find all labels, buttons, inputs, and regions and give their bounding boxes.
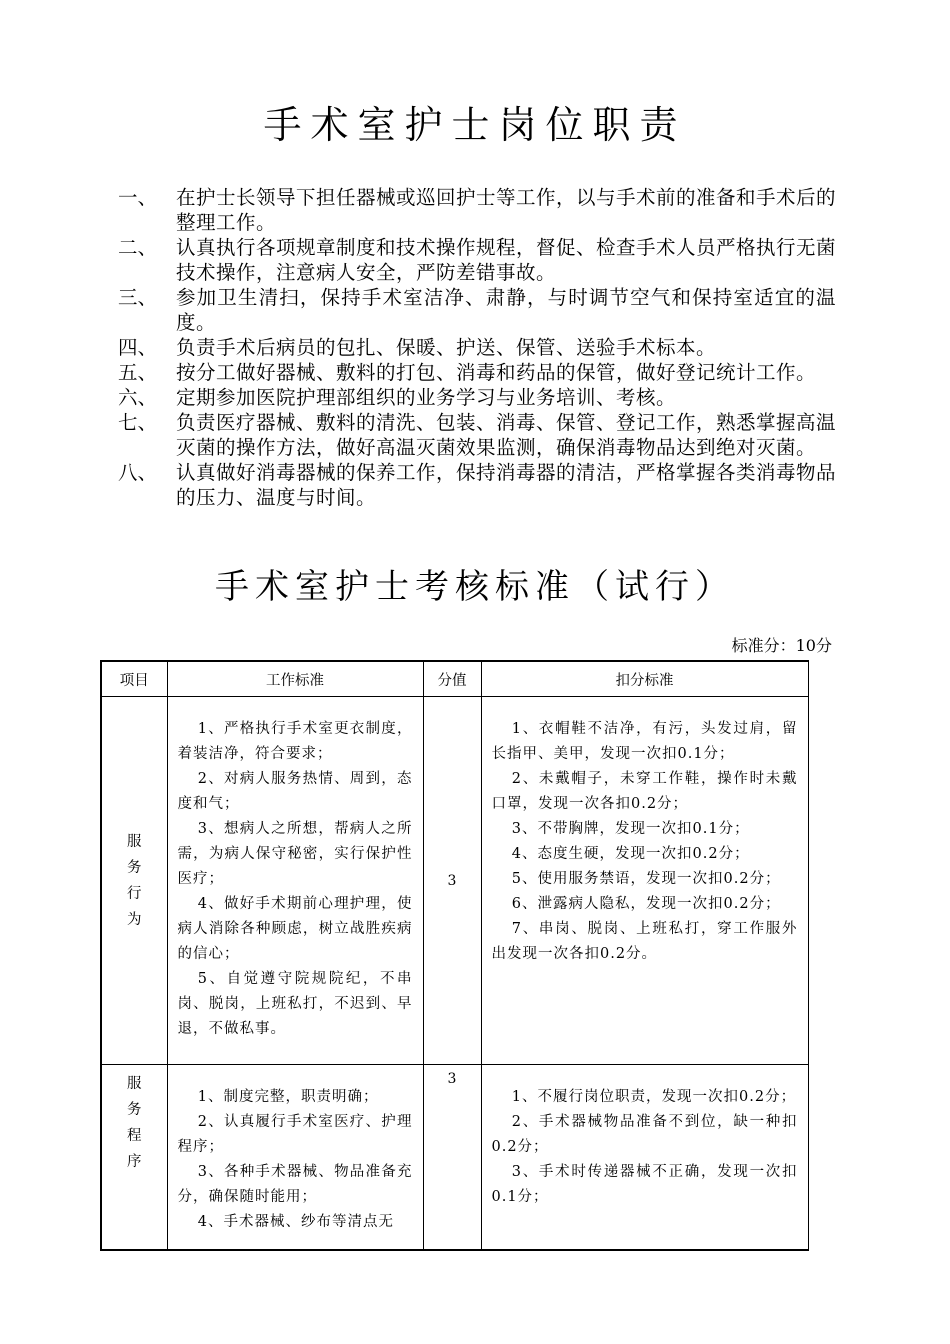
item-cell [101, 1065, 167, 1251]
duty-number: 六、 [118, 386, 158, 409]
duty-text: 负责医疗器械、敷料的清洗、包装、消毒、保管、登记工作，熟悉掌握高温灭菌的操作方法，做好高温灭菌效果监测，确保消毒物品达到绝对灭菌。 [176, 411, 837, 459]
duty-list [118, 185, 838, 510]
duty-number: 三、 [118, 286, 158, 309]
standard-line: 2、对病人服务热情、周到，态度和气； [177, 771, 413, 812]
duty-text: 负责手术后病员的包扎、保暖、护送、保管、送验手术标本。 [176, 336, 717, 359]
standard-line: 1、严格执行手术室更衣制度，着装洁净，符合要求； [177, 721, 413, 762]
duty-text: 认真执行各项规章制度和技术操作规程，督促、检查手术人员严格执行无菌技术操作，注意病人安全，严防差错事故。 [176, 236, 837, 284]
deduction-line: 7、串岗、脱岗、上班私打，穿工作服外出发现一次各扣0.2分。 [491, 921, 798, 962]
duty-item [118, 460, 838, 510]
standard-line: 2、认真履行手术室医疗、护理程序； [177, 1114, 413, 1155]
assessment-table [100, 660, 809, 1251]
duty-item [118, 285, 838, 335]
deduction-line: 1、不履行岗位职责，发现一次扣0.2分； [511, 1089, 797, 1105]
duty-item [118, 335, 838, 360]
standard-line: 4、手术器械、纱布等清点无 [197, 1214, 395, 1230]
duty-item [118, 360, 838, 385]
deduction-line: 2、未戴帽子，未穿工作鞋，操作时未戴口罩，发现一次各扣0.2分； [491, 771, 798, 812]
table-row [101, 697, 808, 1065]
duty-number: 七、 [118, 411, 158, 434]
duty-number: 五、 [118, 361, 158, 384]
deduction-cell [481, 697, 808, 1065]
table-header-row [101, 661, 808, 697]
item-label: 服务行为 [127, 833, 142, 928]
standard-line: 1、制度完整，职责明确； [197, 1089, 379, 1105]
duty-number: 八、 [118, 461, 158, 484]
item-cell [101, 697, 167, 1065]
page-title: 手术室护士岗位职责 [263, 103, 687, 147]
standard-line: 3、想病人之所想，帮病人之所需，为病人保守秘密，实行保护性医疗； [177, 821, 413, 887]
deduction-line: 3、手术时传递器械不正确，发现一次扣0.1分； [491, 1164, 798, 1205]
deduction-line: 3、不带胸牌，发现一次扣0.1分； [511, 821, 750, 837]
duty-text: 在护士长领导下担任器械或巡回护士等工作，以与手术前的准备和手术后的整理工作。 [176, 186, 837, 234]
duty-text: 认真做好消毒器械的保养工作，保持消毒器的清洁，严格掌握各类消毒物品的压力、温度与时间。 [176, 461, 837, 509]
duty-item [118, 385, 838, 410]
standard-cell [167, 1065, 423, 1251]
header-standard: 工作标准 [167, 661, 423, 697]
standard-score-note: 标准分：10分 [731, 636, 832, 655]
deduction-line: 2、手术器械物品准备不到位，缺一种扣0.2分； [491, 1114, 798, 1155]
duty-number: 二、 [118, 236, 158, 259]
duty-item [118, 235, 838, 285]
header-deduction: 扣分标准 [481, 661, 808, 697]
duty-item [118, 185, 838, 235]
table-row [101, 1065, 808, 1251]
item-label: 服务程序 [127, 1076, 142, 1170]
header-item: 项目 [101, 661, 167, 697]
deduction-line: 6、泄露病人隐私，发现一次扣0.2分； [511, 896, 781, 912]
duty-item [118, 410, 838, 460]
deduction-line: 4、态度生硬，发现一次扣0.2分； [511, 846, 750, 862]
deduction-cell [481, 1065, 808, 1251]
standard-line: 5、自觉遵守院规院纪，不串岗、脱岗，上班私打，不迟到、早退，不做私事。 [177, 971, 413, 1037]
standard-line: 4、做好手术期前心理护理，使病人消除各种顾虑，树立战胜疾病的信心； [177, 896, 413, 962]
standard-cell [167, 697, 423, 1065]
deduction-line: 5、使用服务禁语，发现一次扣0.2分； [511, 871, 781, 887]
standard-line: 3、各种手术器械、物品准备充分，确保随时能用； [177, 1164, 413, 1205]
header-score: 分值 [423, 661, 481, 697]
duty-number: 一、 [118, 186, 158, 209]
duty-text: 定期参加医院护理部组织的业务学习与业务培训、考核。 [176, 386, 677, 409]
duty-number: 四、 [118, 336, 158, 359]
score-cell: 3 [423, 697, 481, 1065]
duty-text: 按分工做好器械、敷料的打包、消毒和药品的保管，做好登记统计工作。 [176, 361, 817, 384]
duty-text: 参加卫生清扫，保持手术室洁净、肃静，与时调节空气和保持室适宜的温度。 [176, 286, 836, 334]
score-cell: 3 [423, 1065, 481, 1251]
deduction-line: 1、衣帽鞋不洁净，有污，头发过肩，留长指甲、美甲，发现一次扣0.1分； [491, 721, 798, 762]
assessment-title: 手术室护士考核标准（试行） [215, 567, 735, 607]
